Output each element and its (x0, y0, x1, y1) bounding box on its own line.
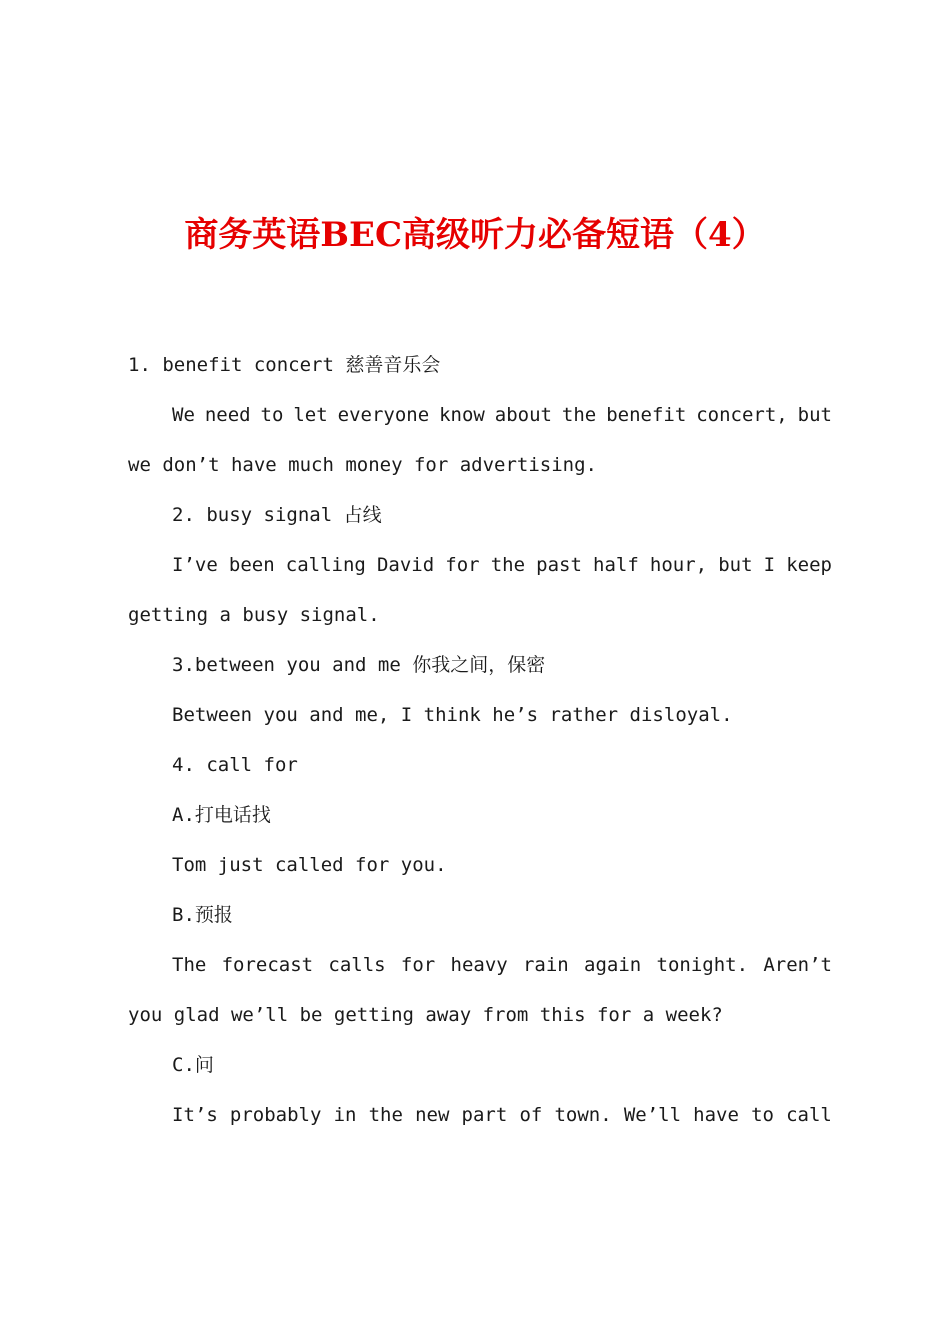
text-line: C.问 (172, 1054, 214, 1076)
text-line: It’s probably in the new part of town. We’ll have to call (172, 1104, 832, 1126)
text-line: The forecast calls for heavy rain again tonight. Aren’t (172, 954, 832, 976)
text-line: 3.between you and me 你我之间，保密 (172, 654, 546, 676)
text-line: A.打电话找 (172, 804, 271, 826)
text-line: 2. busy signal 占线 (172, 504, 382, 526)
text-line: We need to let everyone know about the benefit concert, but (172, 404, 832, 426)
text-line: 4. call for (172, 754, 298, 776)
text-line: Tom just called for you. (172, 854, 447, 876)
text-line: B.预报 (172, 904, 233, 926)
text-line: you glad we’ll be getting away from this for a week? (128, 1004, 723, 1026)
document-body (128, 340, 832, 1140)
text-line: I’ve been calling David for the past half hour, but I keep (172, 554, 832, 576)
text-line: Between you and me, I think he’s rather disloyal. (172, 704, 733, 726)
text-line: we don’t have much money for advertising. (128, 454, 597, 476)
text-line: 1. benefit concert 慈善音乐会 (128, 354, 441, 376)
text-line: getting a busy signal. (128, 604, 380, 626)
document-title: 商务英语BEC高级听力必备短语（4） (184, 215, 766, 255)
